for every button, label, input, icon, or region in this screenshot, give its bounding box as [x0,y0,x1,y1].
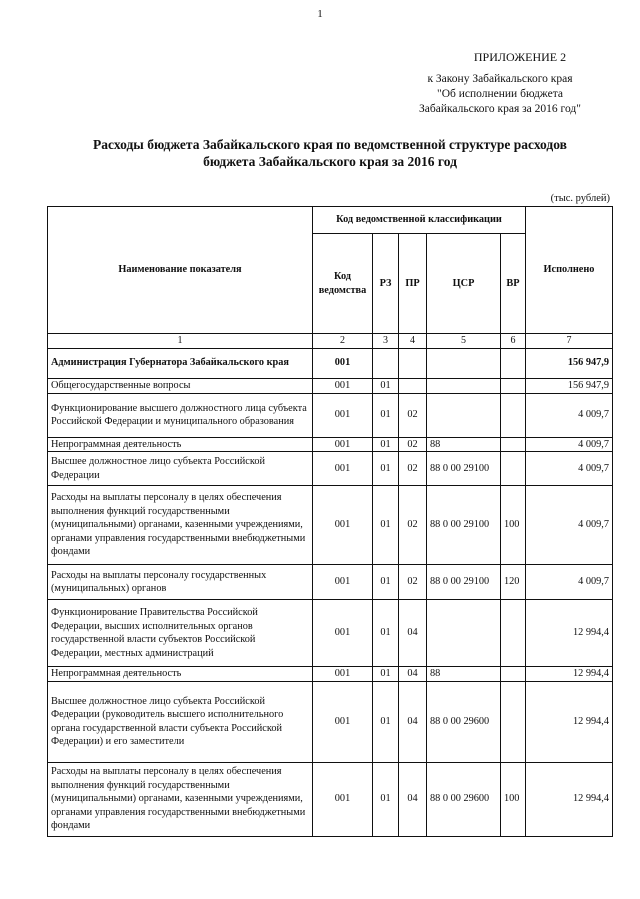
table-row [48,667,613,682]
cell-name: Администрация Губернатора Забайкальского края [48,348,313,378]
cell-csr [427,348,501,378]
cell-csr: 88 0 00 29100 [427,486,501,565]
cell-done: 12 994,4 [526,762,613,836]
table-row [48,437,613,452]
cell-vr [501,452,526,486]
cell-csr: 88 0 00 29600 [427,762,501,836]
cell-rz: 01 [373,565,399,600]
header-vr: ВР [501,234,526,334]
cell-pr: 04 [399,681,427,762]
cell-rz: 01 [373,762,399,836]
cell-kod: 001 [313,348,373,378]
cell-name: Функционирование Правительства Российской Федерации, высших исполнительных органов государственной власти субъектов Российской Федерации, местных администраций [48,600,313,667]
cell-done: 4 009,7 [526,437,613,452]
header-group: Код ведомственной классификации [313,207,526,234]
cell-rz: 01 [373,486,399,565]
cell-csr: 88 [427,667,501,682]
cell-vr [501,348,526,378]
header-pr: ПР [399,234,427,334]
cell-pr: 04 [399,667,427,682]
law-line: к Закону Забайкальского края [427,73,573,85]
appendix-label: ПРИЛОЖЕНИЕ 2 [473,50,567,64]
cell-name: Высшее должностное лицо субъекта Российской Федерации [48,452,313,486]
header-done: Исполнено [526,207,613,334]
col-number: 6 [501,334,526,349]
cell-rz: 01 [373,600,399,667]
cell-kod: 001 [313,486,373,565]
cell-name: Расходы на выплаты персоналу в целях обеспечения выполнения функций государственными (муниципальными) органами, казенными учреждениями, органами управления государственными внебюджетными фондами [48,486,313,565]
title-line: Расходы бюджета Забайкальского края по ведомственной структуре расходов [93,137,567,152]
page-number: 1 [317,8,323,20]
table-row [48,762,613,836]
cell-name: Непрограммная деятельность [48,667,313,682]
cell-pr: 04 [399,600,427,667]
cell-kod: 001 [313,393,373,437]
cell-kod: 001 [313,600,373,667]
cell-rz: 01 [373,437,399,452]
header-kod: Код ведомства [313,234,373,334]
cell-done: 4 009,7 [526,452,613,486]
cell-rz: 01 [373,378,399,393]
cell-csr [427,393,501,437]
cell-pr: 02 [399,486,427,565]
cell-csr [427,600,501,667]
cell-rz: 01 [373,681,399,762]
document-title [40,136,620,170]
cell-kod: 001 [313,378,373,393]
col-number: 4 [399,334,427,349]
cell-pr: 04 [399,762,427,836]
cell-kod: 001 [313,565,373,600]
cell-rz [373,348,399,378]
cell-kod: 001 [313,762,373,836]
cell-csr: 88 0 00 29100 [427,452,501,486]
cell-pr: 02 [399,437,427,452]
cell-kod: 001 [313,681,373,762]
table-row [48,565,613,600]
cell-done: 4 009,7 [526,393,613,437]
cell-rz: 01 [373,452,399,486]
table-row [48,600,613,667]
cell-name: Общегосударственные вопросы [48,378,313,393]
expenses-table [47,206,613,837]
cell-kod: 001 [313,437,373,452]
law-reference [400,72,600,117]
cell-done: 4 009,7 [526,565,613,600]
cell-vr [501,600,526,667]
table-row [48,393,613,437]
cell-pr: 02 [399,452,427,486]
cell-done: 12 994,4 [526,681,613,762]
header-rz: РЗ [373,234,399,334]
col-number: 1 [48,334,313,349]
cell-pr [399,378,427,393]
cell-kod: 001 [313,667,373,682]
cell-done: 156 947,9 [526,348,613,378]
table-row [48,378,613,393]
units-label: (тыс. рублей) [550,193,610,204]
cell-kod: 001 [313,452,373,486]
col-number: 7 [526,334,613,349]
cell-vr [501,681,526,762]
cell-done: 12 994,4 [526,667,613,682]
header-csr: ЦСР [427,234,501,334]
col-number: 5 [427,334,501,349]
cell-done: 12 994,4 [526,600,613,667]
cell-name: Расходы на выплаты персоналу в целях обеспечения выполнения функций государственными (муниципальными) органами, казенными учреждениями, органами управления государственными внебюджетными фондами [48,762,313,836]
law-line: "Об исполнении бюджета [437,88,563,100]
cell-done: 4 009,7 [526,486,613,565]
table-row [48,452,613,486]
cell-vr [501,437,526,452]
cell-vr [501,378,526,393]
cell-pr: 02 [399,565,427,600]
table-row [48,486,613,565]
cell-vr [501,667,526,682]
cell-pr: 02 [399,393,427,437]
cell-csr: 88 0 00 29600 [427,681,501,762]
header-name: Наименование показателя [48,207,313,334]
law-line: Забайкальского края за 2016 год" [419,103,581,115]
cell-name: Расходы на выплаты персоналу государственных (муниципальных) органов [48,565,313,600]
cell-rz: 01 [373,667,399,682]
table-row [48,681,613,762]
cell-rz: 01 [373,393,399,437]
cell-name: Непрограммная деятельность [48,437,313,452]
cell-name: Функционирование высшего должностного лица субъекта Российской Федерации и муниципального образования [48,393,313,437]
cell-vr: 120 [501,565,526,600]
cell-csr: 88 0 00 29100 [427,565,501,600]
cell-csr [427,378,501,393]
cell-vr: 100 [501,762,526,836]
cell-csr: 88 [427,437,501,452]
col-number: 2 [313,334,373,349]
col-number: 3 [373,334,399,349]
cell-done: 156 947,9 [526,378,613,393]
title-line: бюджета Забайкальского края за 2016 год [203,154,457,169]
cell-name: Высшее должностное лицо субъекта Российской Федерации (руководитель высшего исполнительного органа государственной власти субъекта Российской Федерации) и его заместители [48,681,313,762]
cell-vr: 100 [501,486,526,565]
cell-pr [399,348,427,378]
cell-vr [501,393,526,437]
table-row [48,348,613,378]
